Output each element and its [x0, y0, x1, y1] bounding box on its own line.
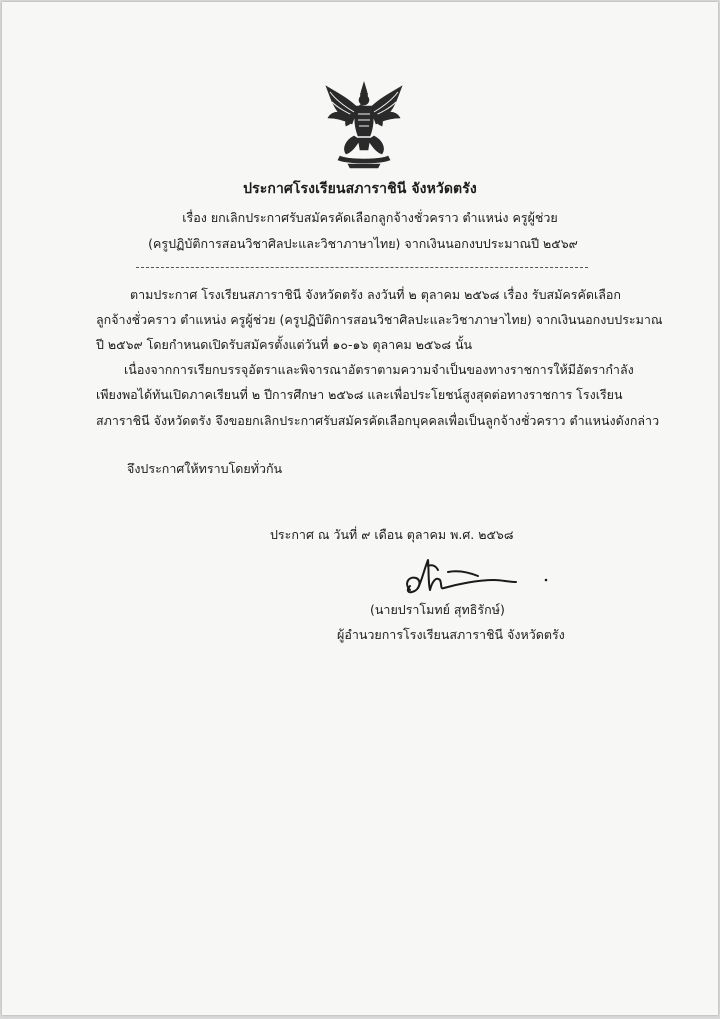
announcement-title: ประกาศโรงเรียนสภาราชินี จังหวัดตรัง [243, 181, 477, 197]
closing-statement: จึงประกาศให้ทราบโดยทั่วกัน [127, 461, 283, 476]
paragraph-1-line-1: ตามประกาศ โรงเรียนสภาราชินี จังหวัดตรัง ลงวันที่ ๒ ตุลาคม ๒๕๖๘ เรื่อง รับสมัครคัดเลือก [130, 287, 621, 302]
paragraph-2-line-2: เพียงพอได้ทันเปิดภาคเรียนที่ ๒ ปีการศึกษา ๒๕๖๘ และเพื่อประโยชน์สูงสุดต่อทางราชการ โรงเรียน [96, 387, 623, 402]
paragraph-1-line-3: ปี ๒๕๖๙ โดยกำหนดเปิดรับสมัครตั้งแต่วันที่ ๑๐-๑๖ ตุลาคม ๒๕๖๘ นั้น [96, 337, 473, 352]
subject-line-2: (ครูปฏิบัติการสอนวิชาศิลปะและวิชาภาษาไทย) จากเงินนอกงบประมาณปี ๒๕๖๙ [148, 236, 578, 251]
signer-position: ผู้อำนวยการโรงเรียนสภาราชินี จังหวัดตรัง [337, 627, 565, 642]
paragraph-1-line-2: ลูกจ้างชั่วคราว ตำแหน่ง ครูผู้ช่วย (ครูปฏิบัติการสอนวิชาศิลปะและวิชาภาษาไทย) จากเงินนอกงบประมาณ [96, 312, 663, 327]
dashed-divider [136, 267, 588, 268]
announcement-date: ประกาศ ณ วันที่ ๙ เดือน ตุลาคม พ.ศ. ๒๕๖๘ [270, 527, 514, 542]
subject-line-1: เรื่อง ยกเลิกประกาศรับสมัครคัดเลือกลูกจ้างชั่วคราว ตำแหน่ง ครูผู้ช่วย [182, 210, 558, 225]
signer-name: (นายปราโมทย์ สุทธิรักษ์) [370, 602, 505, 617]
handwritten-signature [398, 550, 558, 600]
paragraph-2-line-1: เนื่องจากการเรียกบรรจุอัตราและพิจารณาอัตราตามความจำเป็นของทางราชการให้มีอัตรากำลัง [124, 362, 634, 377]
garuda-emblem-icon [318, 78, 410, 170]
document-page [2, 2, 718, 1015]
paragraph-2-line-3: สภาราชินี จังหวัดตรัง จึงขอยกเลิกประกาศรับสมัครคัดเลือกบุคคลเพื่อเป็นลูกจ้างชั่วคราว ตำแหน่งดังกล่าว [96, 413, 660, 428]
